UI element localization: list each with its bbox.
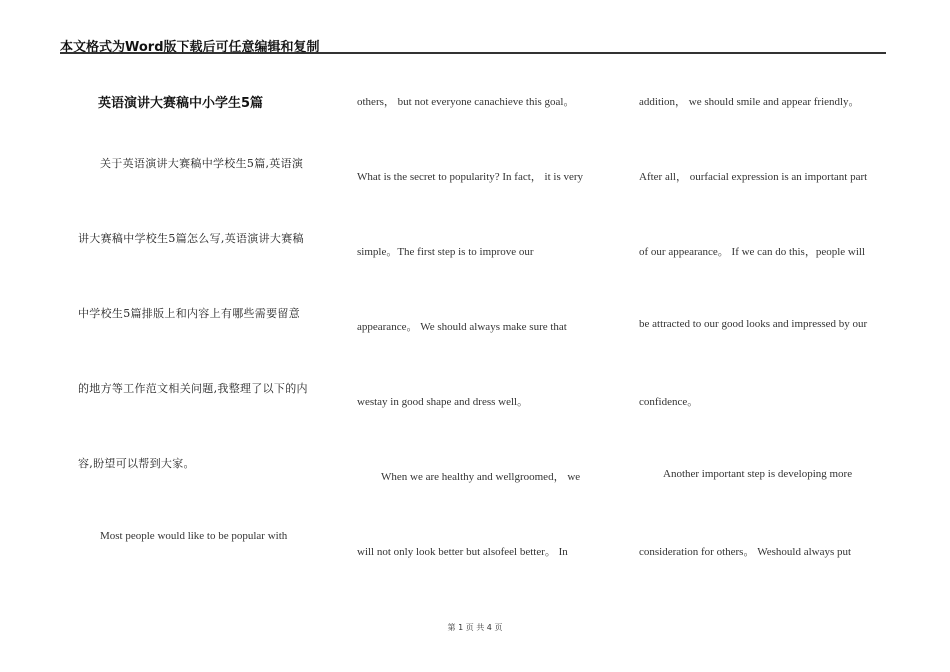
body-line: simple。The first step is to improve our [357,246,534,258]
body-line: confidence。 [639,396,699,408]
body-line: addition， we should smile and appear friendly。 [639,96,860,108]
body-line: will not only look better but alsofeel better。 In [357,546,568,558]
intro-line-5: 容,盼望可以帮到大家。 [78,457,195,470]
body-line: of our appearance。 If we can do this，people will [639,246,866,258]
intro-line-1: 关于英语演讲大赛稿中学校生5篇,英语演 [100,157,304,170]
header-divider [60,52,886,54]
body-line: Most people would like to be popular with [100,530,288,542]
body-line: Another important step is developing more [663,468,853,480]
document-header-title: 本文格式为Word版下载后可任意编辑和复制 [60,40,320,55]
body-line: What is the secret to popularity? In fact， it is very [357,171,584,183]
body-line: consideration for others。 Weshould always put [639,546,852,558]
body-line: After all， ourfacial expression is an important part [639,171,868,183]
body-line: appearance。 We should always make sure that [357,321,567,333]
intro-line-3: 中学校生5篇排版上和内容上有哪些需要留意 [78,307,300,320]
page-indicator: 第 1 页 共 4 页 [447,623,503,632]
body-line: When we are healthy and wellgroomed， we [381,471,581,483]
body-line: westay in good shape and dress well。 [357,396,529,408]
body-line: others， but not everyone canachieve this goal。 [357,96,575,108]
intro-line-4: 的地方等工作范文相关问题,我整理了以下的内 [78,382,308,395]
document-title: 英语演讲大赛稿中小学生5篇 [98,96,264,111]
body-line: be attracted to our good looks and impressed by our [639,318,868,330]
intro-line-2: 讲大赛稿中学校生5篇怎么写,英语演讲大赛稿 [78,232,304,245]
